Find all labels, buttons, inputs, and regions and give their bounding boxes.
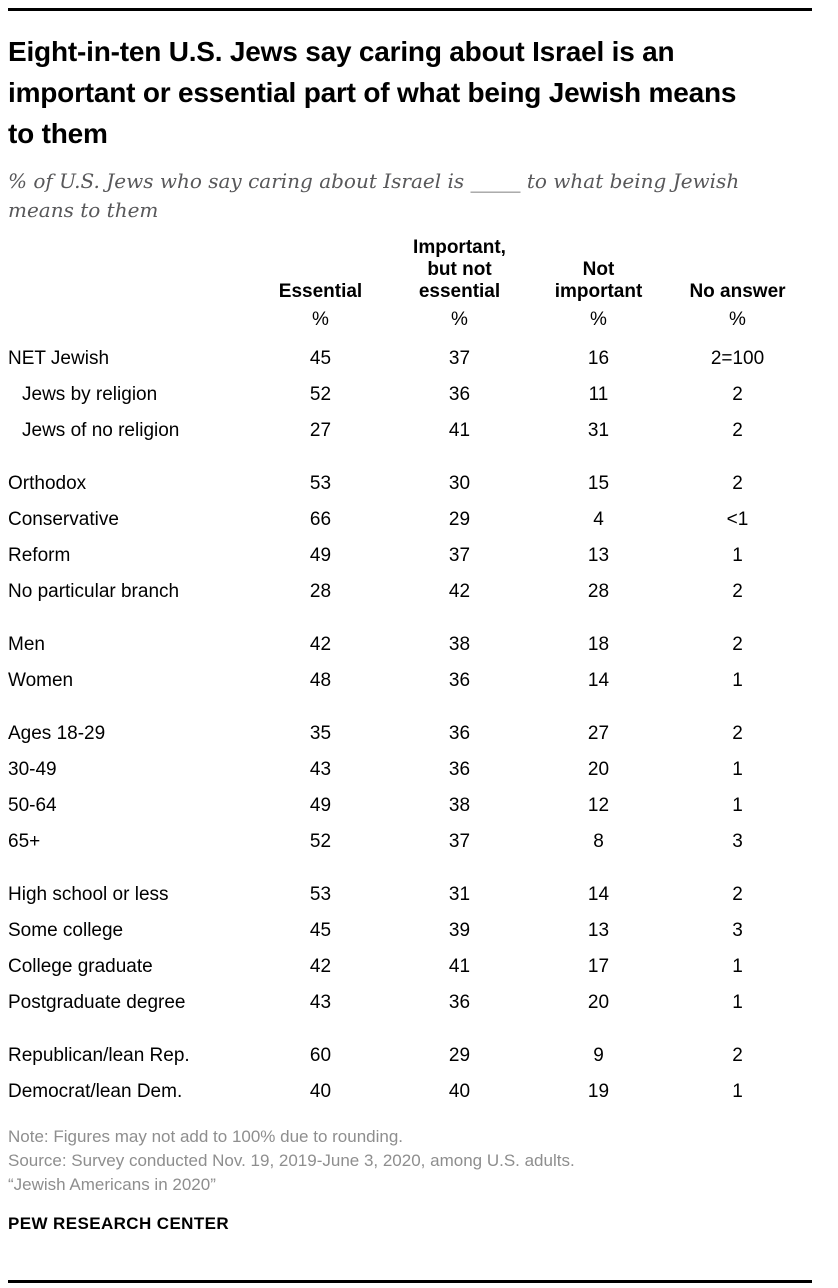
value-cell: 2: [732, 1045, 743, 1066]
value-cell: 38: [448, 634, 471, 655]
table-group: [8, 716, 812, 860]
column-header-important-not-essential-label: Important, but not essential: [413, 237, 506, 302]
row-label: Reform: [8, 545, 71, 566]
value-cell: 49: [309, 795, 332, 816]
value-cell: 1: [732, 956, 743, 977]
row-label: Republican/lean Rep.: [8, 1045, 190, 1066]
row-label: Women: [8, 670, 74, 691]
value-cell: 18: [587, 634, 610, 655]
value-cell: 15: [587, 473, 610, 494]
table-group: [8, 627, 812, 699]
value-cell: 37: [448, 831, 471, 852]
value-cell: 48: [309, 670, 332, 691]
value-cell: 1: [732, 795, 743, 816]
value-cell: 52: [309, 384, 332, 405]
quote-text: “Jewish Americans in 2020”: [8, 1175, 216, 1194]
value-cell: 2: [732, 723, 743, 744]
table-row: [8, 341, 812, 377]
table-header-row: [8, 237, 812, 305]
value-cell: 2: [732, 420, 743, 441]
column-header-important-not-essential: [390, 237, 529, 305]
value-cell: 40: [448, 1081, 471, 1102]
row-label: 65+: [8, 831, 41, 852]
value-cell: 40: [309, 1081, 332, 1102]
row-label: Conservative: [8, 509, 119, 530]
unit-row: [8, 305, 812, 335]
table-row: [8, 413, 812, 449]
value-cell: 41: [448, 420, 471, 441]
row-label: Some college: [8, 920, 124, 941]
table-row: [8, 1074, 812, 1110]
value-cell: 27: [587, 723, 610, 744]
value-cell: 29: [448, 509, 471, 530]
value-cell: 28: [587, 581, 610, 602]
table-row: [8, 877, 812, 913]
table-row: [8, 949, 812, 985]
value-cell: 20: [587, 992, 610, 1013]
value-cell: 42: [448, 581, 471, 602]
brand-wordmark: PEW RESEARCH CENTER: [8, 1214, 230, 1233]
value-cell: 13: [587, 920, 610, 941]
row-label: Men: [8, 634, 45, 655]
row-label: High school or less: [8, 884, 169, 905]
value-cell: 31: [587, 420, 610, 441]
value-cell: 2: [732, 581, 743, 602]
top-rule: [8, 8, 812, 11]
row-label: Postgraduate degree: [8, 992, 186, 1013]
column-header-no-answer-label: No answer: [689, 281, 786, 302]
value-cell: 28: [309, 581, 332, 602]
value-cell: <1: [726, 509, 749, 530]
table-row: [8, 985, 812, 1021]
source-text: Source: Survey conducted Nov. 19, 2019-June 3, 2020, among U.S. adults.: [8, 1151, 575, 1170]
row-label: Orthodox: [8, 473, 87, 494]
value-cell: 36: [448, 723, 471, 744]
row-label: Jews by religion: [22, 384, 158, 405]
table-group: [8, 1038, 812, 1110]
value-cell: 35: [309, 723, 332, 744]
value-cell: 60: [309, 1045, 332, 1066]
value-cell: 1: [732, 759, 743, 780]
unit-cell: %: [729, 309, 746, 330]
value-cell: 30: [448, 473, 471, 494]
value-cell: 52: [309, 831, 332, 852]
value-cell: 13: [587, 545, 610, 566]
value-cell: 37: [448, 348, 471, 369]
value-cell: 4: [593, 509, 604, 530]
value-cell: 53: [309, 473, 332, 494]
value-cell: 8: [593, 831, 604, 852]
table-group: [8, 341, 812, 449]
table-row: [8, 788, 812, 824]
page-title: Eight-in-ten U.S. Jews say caring about Israel is an important or essential part of what being Jewish means to them: [8, 36, 737, 149]
value-cell: 43: [309, 992, 332, 1013]
row-label: 30-49: [8, 759, 57, 780]
unit-cell: %: [312, 309, 329, 330]
value-cell: 45: [309, 348, 332, 369]
value-cell: 17: [587, 956, 610, 977]
value-cell: 2: [732, 634, 743, 655]
table-body: [8, 341, 812, 1110]
value-cell: 14: [587, 670, 610, 691]
value-cell: 3: [732, 920, 743, 941]
table-row: [8, 502, 812, 538]
table-row: [8, 377, 812, 413]
data-table: [8, 237, 812, 1110]
table-row: [8, 824, 812, 860]
value-cell: 42: [309, 634, 332, 655]
value-cell: 11: [588, 384, 609, 405]
value-cell: 36: [448, 759, 471, 780]
value-cell: 14: [587, 884, 610, 905]
value-cell: 38: [448, 795, 471, 816]
value-cell: 43: [309, 759, 332, 780]
bottom-rule: [8, 1280, 812, 1283]
value-cell: 49: [309, 545, 332, 566]
value-cell: 29: [448, 1045, 471, 1066]
row-label: Jews of no religion: [22, 420, 180, 441]
value-cell: 36: [448, 992, 471, 1013]
value-cell: 1: [732, 1081, 743, 1102]
row-label: Ages 18-29: [8, 723, 106, 744]
value-cell: 36: [448, 670, 471, 691]
value-cell: 1: [732, 670, 743, 691]
value-cell: 20: [587, 759, 610, 780]
value-cell: 1: [732, 545, 743, 566]
value-cell: 36: [448, 384, 471, 405]
table-row: [8, 913, 812, 949]
value-cell: 19: [587, 1081, 610, 1102]
column-header-essential: [251, 281, 390, 305]
table-row: [8, 663, 812, 699]
table-row: [8, 716, 812, 752]
value-cell: 2: [732, 384, 743, 405]
column-header-essential-label: Essential: [278, 281, 363, 302]
table-row: [8, 574, 812, 610]
subtitle: % of U.S. Jews who say caring about Israel is _____ to what being Jewish means to them: [8, 169, 740, 222]
value-cell: 3: [732, 831, 743, 852]
table-row: [8, 1038, 812, 1074]
unit-cell: %: [451, 309, 468, 330]
value-cell: 1: [732, 992, 743, 1013]
value-cell: 16: [587, 348, 610, 369]
table-row: [8, 627, 812, 663]
value-cell: 2: [732, 473, 743, 494]
value-cell: 41: [448, 956, 471, 977]
table-group: [8, 877, 812, 1021]
value-cell: 39: [448, 920, 471, 941]
unit-cell: %: [590, 309, 607, 330]
header-label-spacer: [8, 303, 251, 305]
value-cell: 53: [309, 884, 332, 905]
note-text: Note: Figures may not add to 100% due to rounding.: [8, 1127, 404, 1146]
table-row: [8, 466, 812, 502]
column-header-no-answer: [668, 281, 807, 305]
table-row: [8, 538, 812, 574]
row-label: No particular branch: [8, 581, 180, 602]
pew-table-figure: [0, 8, 838, 1288]
value-cell: 45: [309, 920, 332, 941]
row-label: NET Jewish: [8, 348, 110, 369]
value-cell: 31: [448, 884, 471, 905]
table-row: [8, 752, 812, 788]
value-cell: 9: [593, 1045, 604, 1066]
value-cell: 66: [309, 509, 332, 530]
column-header-not-important-label: Not important: [554, 259, 643, 302]
row-label: 50-64: [8, 795, 57, 816]
value-cell: 27: [309, 420, 332, 441]
table-group: [8, 466, 812, 610]
value-cell: 37: [448, 545, 471, 566]
value-cell: 42: [309, 956, 332, 977]
value-cell: 2=100: [710, 348, 765, 369]
row-label: Democrat/lean Dem.: [8, 1081, 183, 1102]
row-label: College graduate: [8, 956, 153, 977]
value-cell: 2: [732, 884, 743, 905]
value-cell: 12: [587, 795, 610, 816]
column-header-not-important: [529, 259, 668, 305]
